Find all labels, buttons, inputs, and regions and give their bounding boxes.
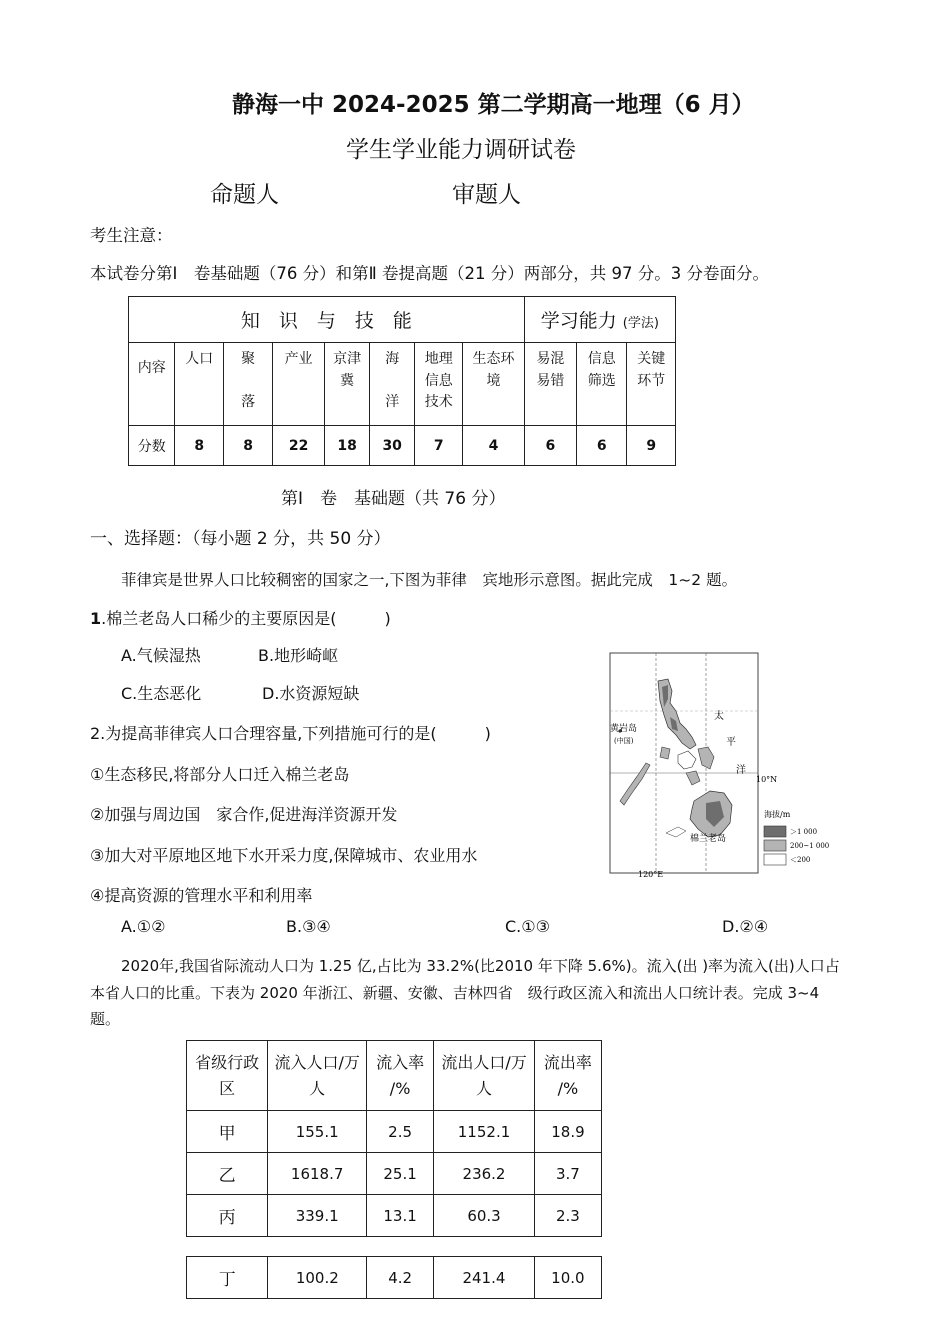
table-row	[187, 1111, 602, 1153]
question-intro-1: 菲律宾是世界人口比较稠密的国家之一,下图为菲律 宾地形示意图。据此完成 1~2 题。	[121, 571, 738, 589]
skills-score-cell: 6	[577, 426, 627, 466]
q2-option-c[interactable]: C.①③	[505, 917, 550, 936]
population-cell: 3.7	[534, 1153, 601, 1195]
skills-group-ability-note: (学法)	[622, 316, 659, 331]
map-legend-label-1: ＞1 000	[790, 828, 818, 836]
exam-title: 静海一中 2024-2025 第二学期高一地理（6 月）	[232, 92, 755, 118]
population-header-cell: 流入率 /%	[367, 1041, 434, 1111]
q2-option-d[interactable]: D.②④	[722, 917, 769, 936]
population-cell: 乙	[187, 1153, 268, 1195]
q1-option-c[interactable]: C.生态恶化	[121, 684, 202, 703]
score-row-label: 分数	[129, 426, 175, 466]
map-label-huangyan: 黄岩岛	[610, 724, 638, 734]
map-label-china: (中国)	[614, 737, 634, 745]
skills-score-cell: 30	[370, 426, 415, 466]
population-cell: 丁	[187, 1257, 268, 1299]
skills-content-cell: 京津 冀	[324, 343, 370, 426]
map-legend-label-2: 200~1 000	[790, 842, 830, 850]
q1-option-a[interactable]: A.气候湿热	[121, 646, 201, 665]
population-cell: 4.2	[367, 1257, 434, 1299]
q1-stem	[90, 606, 391, 629]
question-intro-2-line2: 本省人口的比重。下表为 2020 年浙江、新疆、安徽、吉林四省 级行政区流入和流出人口统计表。完成 3~4	[90, 984, 820, 1002]
population-cell: 1618.7	[268, 1153, 367, 1195]
skills-score-cell: 6	[524, 426, 576, 466]
skills-score-cell: 7	[414, 426, 462, 466]
skills-content-cell: 地理 信息 技术	[414, 343, 462, 426]
question-intro-2-line3: 题。	[90, 1010, 121, 1028]
table-row	[187, 1195, 602, 1237]
notice-text: 本试卷分第Ⅰ 卷基础题（76 分）和第Ⅱ 卷提高题（21 分）两部分，共 97 分。3 分卷面分。	[90, 264, 769, 283]
population-table	[186, 1040, 602, 1237]
setter-label: 命题人	[210, 182, 279, 208]
skills-score-cell: 9	[627, 426, 676, 466]
map-label-ping: 平	[726, 737, 736, 748]
population-header-cell: 流入人口/万 人	[268, 1041, 367, 1111]
map-graphic	[606, 651, 830, 879]
skills-score-cell: 8	[223, 426, 272, 466]
skills-content-cell: 人口	[175, 343, 223, 426]
skills-content-cell: 产业	[273, 343, 324, 426]
population-cell: 2.5	[367, 1111, 434, 1153]
part-heading: 一、选择题：（每小题 2 分，共 50 分）	[90, 529, 391, 549]
q1-number: 1	[90, 609, 102, 628]
population-cell: 1152.1	[434, 1111, 535, 1153]
skills-content-cell: 海 洋	[370, 343, 415, 426]
map-label-lon: 120°E	[638, 870, 664, 879]
population-cell: 339.1	[268, 1195, 367, 1237]
population-table-continued	[186, 1256, 602, 1299]
map-legend-swatch	[764, 840, 786, 851]
population-cell: 236.2	[434, 1153, 535, 1195]
table-row	[187, 1153, 602, 1195]
q1-text: .棉兰老岛人口稀少的主要原因是( )	[101, 609, 391, 628]
q2-item-2: ②加强与周边国 家合作,促进海洋资源开发	[90, 805, 398, 824]
population-cell: 甲	[187, 1111, 268, 1153]
q2-option-a[interactable]: A.①②	[121, 917, 166, 936]
notice-label: 考生注意：	[90, 226, 173, 245]
map-label-lat: 10°N	[756, 775, 778, 784]
population-header-cell: 流出率 /%	[534, 1041, 601, 1111]
population-cell: 18.9	[534, 1111, 601, 1153]
reviewer-label: 审题人	[452, 182, 521, 208]
section-heading: 第Ⅰ 卷 基础题（共 76 分）	[281, 489, 506, 509]
skills-score-cell: 4	[463, 426, 524, 466]
population-header-cell: 省级行政 区	[187, 1041, 268, 1111]
skills-group-ability	[524, 297, 675, 343]
map-legend-label-3: ＜200	[790, 856, 811, 864]
population-cell: 10.0	[534, 1257, 601, 1299]
q1-option-b[interactable]: B.地形崎岖	[258, 646, 339, 665]
population-cell: 丙	[187, 1195, 268, 1237]
skills-group-ability-label: 学习能力	[540, 310, 617, 332]
q2-item-1: ①生态移民,将部分人口迁入棉兰老岛	[90, 765, 350, 784]
map-legend-swatch	[764, 826, 786, 837]
content-row-label: 内容	[129, 343, 175, 426]
population-cell: 60.3	[434, 1195, 535, 1237]
map-legend-title: 海拔/m	[764, 810, 791, 819]
skills-content-cell: 关键 环节	[627, 343, 676, 426]
population-cell: 100.2	[268, 1257, 367, 1299]
population-cell: 241.4	[434, 1257, 535, 1299]
population-cell: 25.1	[367, 1153, 434, 1195]
skills-score-cell: 22	[273, 426, 324, 466]
q2-option-b[interactable]: B.③④	[286, 917, 331, 936]
exam-subtitle: 学生学业能力调研试卷	[346, 137, 576, 163]
skills-score-cell: 18	[324, 426, 370, 466]
skills-content-cell: 聚 落	[223, 343, 272, 426]
question-intro-2-line1: 2020年,我国省际流动人口为 1.25 亿,占比为 33.2%(比2010 年下降 5.6%)。流入(出 )率为流入(出)人口占	[121, 957, 840, 975]
skills-content-cell: 易混 易错	[524, 343, 576, 426]
skills-content-cell: 生态环 境	[463, 343, 524, 426]
skills-content-cell: 信息 筛选	[577, 343, 627, 426]
population-cell: 13.1	[367, 1195, 434, 1237]
skills-score-cell: 8	[175, 426, 223, 466]
map-legend-swatch	[764, 854, 786, 865]
map-label-mindanao: 棉兰老岛	[690, 834, 727, 844]
map-label-tai: 太	[714, 711, 724, 722]
skills-group-knowledge: 知 识 与 技 能	[129, 297, 525, 343]
q1-option-d[interactable]: D.水资源短缺	[262, 684, 360, 703]
population-cell: 155.1	[268, 1111, 367, 1153]
philippines-terrain-map	[606, 651, 830, 879]
skills-table	[128, 296, 676, 466]
q2-stem: 2.为提高菲律宾人口合理容量,下列措施可行的是( )	[90, 724, 491, 743]
q2-item-3: ③加大对平原地区地下水开采力度,保障城市、农业用水	[90, 846, 478, 865]
population-cell: 2.3	[534, 1195, 601, 1237]
q2-item-4: ④提高资源的管理水平和利用率	[90, 886, 313, 905]
map-label-yang: 洋	[736, 765, 746, 776]
population-header-cell: 流出人口/万 人	[434, 1041, 535, 1111]
table-row	[187, 1257, 602, 1299]
